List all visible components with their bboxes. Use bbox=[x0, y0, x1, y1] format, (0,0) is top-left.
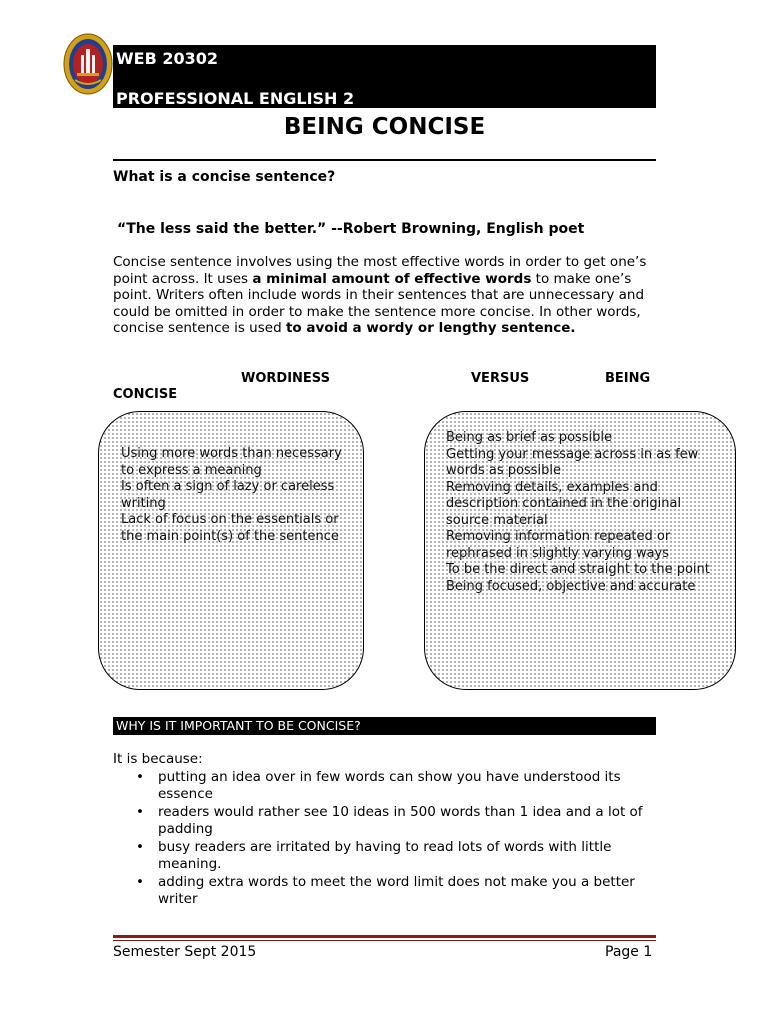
paragraph-text-2: to make one’s point. Writers often include words in their sentences that are unnecessary and could be omitted in order to make the sentence more concise. In other words, concise sentence is used bbox=[113, 270, 645, 336]
list-item: Removing information repeated or rephrased in slightly varying ways bbox=[446, 529, 671, 561]
reasons-list bbox=[113, 769, 658, 909]
footer-rule-thick bbox=[113, 935, 656, 938]
paragraph-text-1: Concise sentence involves using the most effective words in order to get one’s point across. It uses bbox=[113, 254, 647, 287]
subheading: What is a concise sentence? bbox=[113, 169, 336, 185]
paragraph-bold-1: a minimal amount of effective words bbox=[252, 270, 532, 287]
list-item: Using more words than necessary to express a meaning bbox=[121, 446, 342, 478]
course-name: PROFESSIONAL ENGLISH 2 bbox=[116, 89, 355, 108]
list-item: Removing details, examples and description contained in the original source material bbox=[446, 479, 682, 528]
section-heading: WHY IS IT IMPORTANT TO BE CONCISE? bbox=[116, 718, 361, 733]
list-item: Being focused, objective and accurate bbox=[446, 578, 696, 594]
list-item: Lack of focus on the essentials or the main point(s) of the sentence bbox=[121, 512, 339, 544]
concise-list bbox=[446, 430, 716, 595]
being-label: BEING bbox=[605, 371, 651, 386]
wordiness-box bbox=[98, 411, 364, 690]
title-divider bbox=[113, 159, 656, 161]
list-item: • readers would rather see 10 ideas in 500 words than 1 idea and a lot of padding bbox=[113, 804, 658, 837]
course-code: WEB 20302 bbox=[116, 49, 219, 68]
list-item: • adding extra words to meet the word limit does not make you a better writer bbox=[113, 874, 658, 907]
concise-box bbox=[424, 411, 736, 690]
wordiness-list bbox=[121, 446, 346, 545]
page-title: BEING CONCISE bbox=[283, 114, 486, 140]
quote: “The less said the better.” --Robert Browning, English poet bbox=[117, 221, 585, 237]
intro-paragraph bbox=[113, 254, 658, 337]
list-item: Is often a sign of lazy or careless writing bbox=[121, 479, 335, 511]
versus-label: VERSUS bbox=[471, 371, 530, 386]
list-item: Being as brief as possible bbox=[446, 430, 613, 445]
list-item: Getting your message across in as few words as possible bbox=[446, 446, 699, 478]
list-item: To be the direct and straight to the point bbox=[446, 562, 710, 577]
footer-page-number: Page 1 bbox=[605, 944, 653, 960]
concise-label: CONCISE bbox=[113, 387, 178, 402]
wordiness-label: WORDINESS bbox=[241, 371, 330, 386]
list-item: • busy readers are irritated by having to read lots of words with little meaning. bbox=[113, 839, 658, 872]
section-intro: It is because: bbox=[113, 751, 203, 767]
footer-rule-thin bbox=[113, 940, 656, 941]
footer-semester: Semester Sept 2015 bbox=[113, 944, 257, 960]
list-item: • putting an idea over in few words can show you have understood its essence bbox=[113, 769, 658, 802]
university-crest-logo bbox=[63, 33, 113, 95]
paragraph-bold-2: to avoid a wordy or lengthy sentence. bbox=[285, 320, 576, 336]
